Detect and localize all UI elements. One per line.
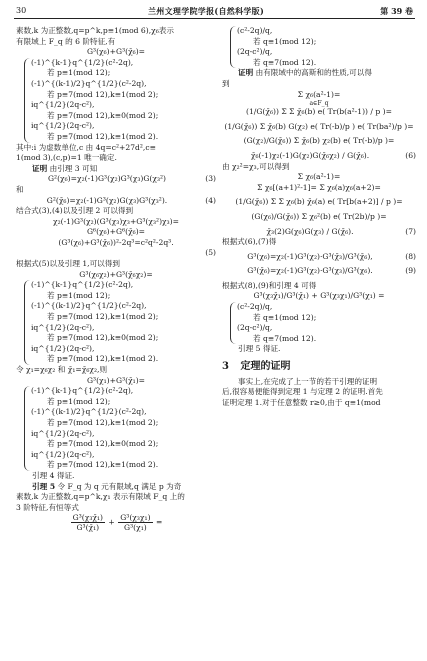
equation: G³(χ₆χ₂)+G³(χ̄₆χ₂)= <box>79 269 153 279</box>
case-line: iq^{1/2}(2q-c²), <box>31 100 95 110</box>
paragraph-line: 其中:i 为虚数单位,c 由 4q=c²+27d²,c≡ <box>16 142 156 152</box>
equation-9 <box>222 266 416 277</box>
paragraph-line: 后,很容易便能得到定理 1 与定理 2 的证明.首先 <box>222 387 383 397</box>
left-column <box>16 26 216 532</box>
end-of-proof: 引理 4 得证. <box>32 470 75 480</box>
page-number: 30 <box>16 6 27 15</box>
case-condition: 若 p≡7(mod 12),k≡0(mod 2); <box>47 439 159 449</box>
proof-text: 由引理 3 可知 <box>49 163 98 173</box>
header-rule <box>14 18 415 19</box>
journal-title: 兰州文理学院学报(自然科学版) <box>148 6 265 16</box>
equation-number: (9) <box>405 266 416 276</box>
equation-number: (3) <box>205 174 216 184</box>
equation: (G(χ₂)/G(χ̄₆)) Σ χ̄₆(b) χ₂(b) e( Tr(-b)/p )= <box>243 136 395 146</box>
proof-text: 由有限域中的高斯和的性质,可以得 <box>255 68 372 78</box>
case-line: iq^{1/2}(2q-c²), <box>31 343 95 353</box>
equation: G³(χ₁)+G³(χ̄₁)= <box>86 375 146 385</box>
case-line: (2q-c²)/q, <box>237 323 273 333</box>
case-condition: 若 q≡1(mod 12); <box>253 312 317 322</box>
case-line: (-1)^{k-1}q^{1/2}(c²-2q), <box>31 386 134 396</box>
paragraph-line: 1(mod 3),(c,p)=1 唯一确定. <box>16 153 117 163</box>
lemma-text: 令 F_q 为 q 元有限域,q 满足 p 为奇 <box>57 481 182 491</box>
paragraph-line: 3 阶特征,有恒等式 <box>16 502 79 512</box>
case-line: (-1)^{(k-1)/2}q^{1/2}(c²-2q), <box>31 301 147 311</box>
case-line: (2q-c²)/q, <box>237 47 273 57</box>
plus-sign: + <box>108 517 115 527</box>
equation-number: (6) <box>405 150 416 160</box>
fraction <box>118 513 152 532</box>
equation-4 <box>16 196 216 207</box>
case-condition: 若 p≡7(mod 12),k≡1(mod 2). <box>47 460 159 470</box>
volume-label: 第 39 卷 <box>380 6 413 16</box>
numerator: G³(χ₃χ̄₁) <box>72 513 103 523</box>
equation-6 <box>222 151 416 162</box>
proof-label: 证明 <box>32 163 48 173</box>
equation: Σ χ₆(a²-1)= <box>297 89 341 99</box>
case-condition: 若 q≡7(mod 12). <box>253 333 317 343</box>
case-line: (-1)^{k-1}q^{1/2}(c²-2q), <box>31 280 134 290</box>
equation-number: (5) <box>205 248 216 258</box>
paragraph-line: 根据式(5)以及引理 1,可以得到 <box>16 259 120 269</box>
equation: χ̄₃(2)G(χ₆)G(χ₃) / G(χ̄₆). <box>266 226 354 236</box>
equation: χ₂(-1)G³(χ₂)(G³(χ₃)χ₃+G³(χ₃²)χ₃)= <box>53 216 179 226</box>
proof-label: 证明 <box>238 68 254 78</box>
case-condition: 若 p≡7(mod 12),k≡1(mod 2); <box>47 89 159 99</box>
equation: (1/G(χ̄₆)) Σ Σ χ₆(b) χ̄₆(a) e( Tr[b(a+2)] / p )= <box>235 197 403 207</box>
case-line: (-1)^{(k-1)/2}q^{1/2}(c²-2q), <box>31 78 147 88</box>
paragraph-line: 根据式(6),(7)得 <box>222 237 277 247</box>
denominator: G³(χ₁) <box>124 523 147 533</box>
section-title: 定理的证明 <box>240 361 291 373</box>
paragraph-line: 证明定理 1.对于任意整数 r≥0,由于 q≡1(mod <box>222 397 381 407</box>
case-line: (-1)^{k-1}q^{1/2}(c²-2q), <box>31 57 134 67</box>
section-heading <box>222 362 416 373</box>
case-condition: 若 p≡1(mod 12); <box>47 396 111 406</box>
equation: G³(χ̄₆)=χ₂(-1)G³(χ₂)·G³(χ₃)/G³(χ₆). <box>247 266 373 276</box>
paragraph-line: 根据式(8),(9)和引理 4 可得 <box>222 280 317 290</box>
equation: (G³(χ₆)+G³(χ̄₆))²-2q³=c²q²-2q³. <box>58 237 174 247</box>
equation-number: (8) <box>405 251 416 261</box>
case-line: iq^{1/2}(2q-c²), <box>31 322 95 332</box>
equation-3 <box>16 174 216 185</box>
running-header <box>0 6 427 18</box>
cases-block-final <box>230 302 416 344</box>
case-condition: 若 p≡7(mod 12),k≡1(mod 2). <box>47 131 159 141</box>
case-line: iq^{1/2}(2q-c²), <box>31 449 95 459</box>
equation: G³(χ₆)=χ₂(-1)G³(χ₂)·G³(χ̄₃)/G³(χ̄₆), <box>247 251 373 261</box>
section-number: 3 <box>222 361 229 373</box>
case-condition: 若 p≡7(mod 12),k≡1(mod 2); <box>47 417 159 427</box>
equation-number: (4) <box>205 195 216 205</box>
paragraph-line: 结合式(3),(4)以及引理 2 可以得到 <box>16 206 134 216</box>
numerator: G³(χ₃χ₁) <box>120 513 151 523</box>
case-line: iq^{1/2}(2q-c²), <box>31 121 95 131</box>
end-of-proof: 引理 5 得证. <box>238 344 281 354</box>
equation: G³(χ₆)+G³(χ̄₆)= <box>86 47 146 57</box>
cases-block-b <box>24 280 216 365</box>
equals-sign: = <box>155 517 163 527</box>
equation: Σ χ₆(a²-1)= <box>297 172 341 182</box>
case-condition: 若 p≡1(mod 12); <box>47 68 111 78</box>
denominator: G³(χ̄₁) <box>76 523 100 533</box>
cases-block-c <box>24 386 216 471</box>
paragraph-line: 由 χ₂²=χ₃,可以得到 <box>222 161 290 171</box>
paragraph-line: 有限域上 F_q 的 6 阶特征,有 <box>16 36 116 46</box>
equation: G³(χ₃χ̄₁)/G³(χ̄₁) + G³(χ₃χ₁)/G³(χ₁) = <box>253 291 385 301</box>
equation: (1/G(χ̄₆)) Σ χ̄₆(b) G(χ₂) e( Tr(-b)/p ) e( Tr(ba²)/p )= <box>224 121 414 131</box>
case-condition: 若 p≡7(mod 12),k≡1(mod 2). <box>47 354 159 364</box>
paragraph-line: 事实上,在完成了上一节的若干引理的证明 <box>238 376 378 386</box>
equation-7 <box>222 227 416 238</box>
equation: (1/G(χ̄₆)) Σ Σ χ̄₆(b) e( Tr(b(a²-1)) / p )= <box>245 107 392 117</box>
case-condition: 若 p≡1(mod 12); <box>47 290 111 300</box>
case-line: iq^{1/2}(2q-c²), <box>31 428 95 438</box>
case-condition: 若 p≡7(mod 12),k≡0(mod 2); <box>47 333 159 343</box>
paragraph-line: 素数,k 为正整数,q=p^k,χ₁ 表示有限域 F_q 上的 <box>16 492 185 502</box>
equation: G⁶(χ₆)+G⁶(χ̄₆)= <box>86 227 146 237</box>
equation: (G(χ₆)/G(χ̄₆)) Σ χ₆²(b) e( Tr(2b)/p )= <box>251 211 387 221</box>
case-condition: 若 p≡7(mod 12),k≡0(mod 2); <box>47 110 159 120</box>
case-line: (-1)^{(k-1)/2}q^{1/2}(c²-2q), <box>31 407 147 417</box>
case-condition: 若 q≡1(mod 12); <box>253 36 317 46</box>
paragraph-line: 和 <box>16 184 24 194</box>
paragraph-line: 素数,k 为正整数,q=p^k,p≡1(mod 6),χ₆表示 <box>16 26 174 35</box>
equation: G²(χ₆)=χ₂(-1)G³(χ₂)G³(χ₃)G(χ₃²) <box>47 174 167 184</box>
case-condition: 若 q≡7(mod 12). <box>253 57 317 67</box>
right-column <box>222 26 416 408</box>
summation-subscript: a∈F_q <box>309 100 329 108</box>
equation-8 <box>222 252 416 263</box>
lemma-label: 引理 5 <box>32 481 56 491</box>
equation: Σ χ₆[(a+1)²-1]= Σ χ₆(a)χ₆(a+2)= <box>257 182 381 192</box>
equation: G²(χ̄₆)=χ₂(-1)G³(χ₂)G(χ₃)G³(χ₃²). <box>46 195 168 205</box>
paragraph-line: 令 χ₁=χ₆χ₂ 和 χ̄₁=χ̄₆χ₂,则 <box>16 365 108 374</box>
fraction-equation <box>16 513 216 532</box>
cases-block-top <box>230 26 416 68</box>
case-condition: 若 p≡7(mod 12),k≡1(mod 2); <box>47 312 159 322</box>
case-line: (c²-2q)/q, <box>237 302 273 312</box>
cases-block-a <box>24 58 216 143</box>
paragraph-line: 到 <box>222 78 230 88</box>
fraction <box>71 513 105 532</box>
equation-number: (7) <box>405 226 416 236</box>
equation: χ̄₆(-1)χ₂(-1)G(χ₂)G(χ̄₆χ₂) / G(χ̄₆). <box>250 150 370 160</box>
case-line: (c²-2q)/q, <box>237 26 273 35</box>
